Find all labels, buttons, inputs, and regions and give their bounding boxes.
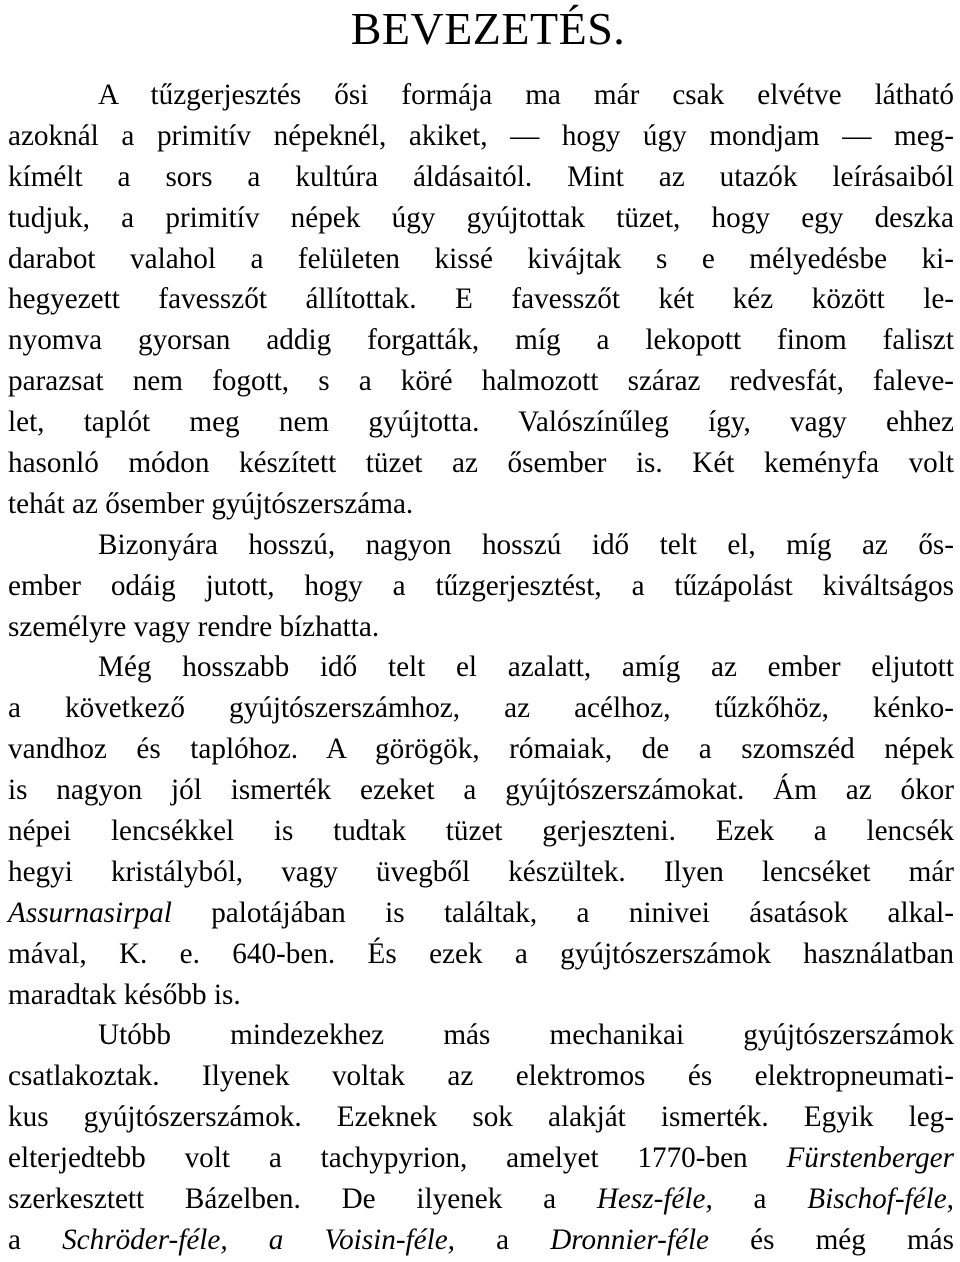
text-segment: hegyezett favesszőt állítottak. E favesszőt két kéz között le- bbox=[8, 283, 954, 316]
text-segment: személyre vagy rendre bízhatta. bbox=[8, 610, 380, 643]
text-segment: kus gyújtószerszámok. Ezeknek sok alakját ismerték. Egyik leg- bbox=[8, 1101, 954, 1134]
text-line bbox=[8, 320, 954, 361]
text-line bbox=[8, 279, 954, 320]
italic-text: Dronnier-féle bbox=[550, 1223, 710, 1256]
text-segment: hegyi kristályból, vagy üvegből készültek. Ilyen lencséket már bbox=[8, 855, 954, 888]
text-segment: vandhoz és taplóhoz. A görögök, rómaiak, de a szomszéd népek bbox=[8, 733, 954, 766]
paragraph bbox=[8, 647, 954, 1015]
text-segment: nyomva gyorsan addig forgatták, míg a lekopott finom faliszt bbox=[8, 324, 954, 357]
text-line bbox=[8, 770, 954, 811]
text-line bbox=[8, 525, 954, 566]
text-line bbox=[8, 566, 954, 607]
text-segment: szerkesztett Bázelben. De ilyenek a bbox=[8, 1183, 597, 1216]
text-line bbox=[8, 647, 954, 688]
text-line bbox=[8, 1220, 954, 1261]
italic-text: Hesz-féle, bbox=[596, 1183, 713, 1216]
italic-text: Assurnasirpal bbox=[8, 896, 172, 929]
text-line bbox=[8, 1179, 954, 1220]
text-segment: Bizonyára hosszú, nagyon hosszú idő telt el, míg az ős- bbox=[98, 528, 954, 561]
text-segment: tudjuk, a primitív népek úgy gyújtottak tüzet, hogy egy deszka bbox=[8, 201, 954, 234]
text-segment: elterjedtebb volt a tachypyrion, amelyet 1770-ben bbox=[8, 1142, 787, 1175]
page-title: BEVEZETÉS. bbox=[350, 3, 626, 54]
text-line bbox=[8, 75, 954, 116]
text-line bbox=[8, 934, 954, 975]
text-line bbox=[8, 1056, 954, 1097]
text-line bbox=[8, 239, 954, 280]
text-line bbox=[8, 198, 954, 239]
text-segment: tehát az ősember gyújtószerszáma. bbox=[8, 487, 414, 520]
text-segment: a bbox=[712, 1183, 808, 1216]
text-line bbox=[8, 1138, 954, 1179]
italic-text: Schröder-féle, a Voisin-féle, bbox=[62, 1223, 455, 1256]
body-text bbox=[8, 75, 954, 1261]
text-segment: csatlakoztak. Ilyenek voltak az elektromos és elektropneumati- bbox=[8, 1060, 954, 1093]
text-segment: A tűzgerjesztés ősi formája ma már csak elvétve látható bbox=[98, 79, 954, 111]
text-line bbox=[8, 484, 954, 525]
text-line bbox=[8, 975, 954, 1016]
text-line bbox=[8, 1097, 954, 1138]
text-segment: azoknál a primitív népeknél, akiket, — hogy úgy mondjam — meg- bbox=[8, 119, 954, 152]
text-segment: parazsat nem fogott, s a köré halmozott száraz redvesfát, faleve- bbox=[8, 365, 954, 398]
text-segment: maradtak később is. bbox=[8, 978, 241, 1011]
text-segment: mával, K. e. 640-ben. És ezek a gyújtószerszámok használatban bbox=[8, 937, 954, 970]
text-segment: a bbox=[8, 1223, 63, 1256]
text-line bbox=[8, 893, 954, 934]
text-line bbox=[8, 729, 954, 770]
text-segment: palotájában is találtak, a ninivei ásatások alkal- bbox=[171, 896, 954, 929]
text-segment: Még hosszabb idő telt el azalatt, amíg az ember eljutott bbox=[98, 651, 954, 684]
text-segment: népei lencsékkel is tudtak tüzet gerjeszteni. Ezek a lencsék bbox=[8, 815, 954, 848]
text-segment: és még más bbox=[709, 1223, 954, 1256]
text-segment: darabot valahol a felületen kissé kivájtak s e mélyedésbe ki- bbox=[8, 242, 954, 275]
text-line bbox=[8, 443, 954, 484]
text-segment: let, taplót meg nem gyújtotta. Valószínűleg így, vagy ehhez bbox=[8, 406, 954, 439]
text-line bbox=[8, 402, 954, 443]
text-segment: a bbox=[454, 1223, 551, 1256]
paragraph bbox=[8, 525, 954, 648]
italic-text: Bischof-féle, bbox=[807, 1183, 954, 1216]
text-segment: kímélt a sors a kultúra áldásaitól. Mint az utazók leírásaiból bbox=[8, 160, 954, 193]
text-line bbox=[8, 157, 954, 198]
text-segment: ember odáig jutott, hogy a tűzgerjesztést, a tűzápolást kiváltságos bbox=[8, 569, 954, 602]
text-line bbox=[8, 811, 954, 852]
paragraph bbox=[8, 75, 954, 525]
italic-text: Fürstenberger bbox=[786, 1142, 954, 1175]
paragraph bbox=[8, 1015, 954, 1260]
text-line bbox=[8, 116, 954, 157]
text-segment: Utóbb mindezekhez más mechanikai gyújtószerszámok bbox=[98, 1019, 954, 1052]
text-segment: a következő gyújtószerszámhoz, az acélhoz, tűzkőhöz, kénko- bbox=[8, 692, 954, 725]
text-segment: hasonló módon készített tüzet az ősember is. Két keményfa volt bbox=[8, 447, 954, 480]
text-line bbox=[8, 1015, 954, 1056]
text-line bbox=[8, 361, 954, 402]
text-segment: is nagyon jól ismerték ezeket a gyújtószerszámokat. Ám az ókor bbox=[8, 774, 954, 807]
text-line bbox=[8, 688, 954, 729]
text-line bbox=[8, 852, 954, 893]
text-line bbox=[8, 607, 954, 648]
